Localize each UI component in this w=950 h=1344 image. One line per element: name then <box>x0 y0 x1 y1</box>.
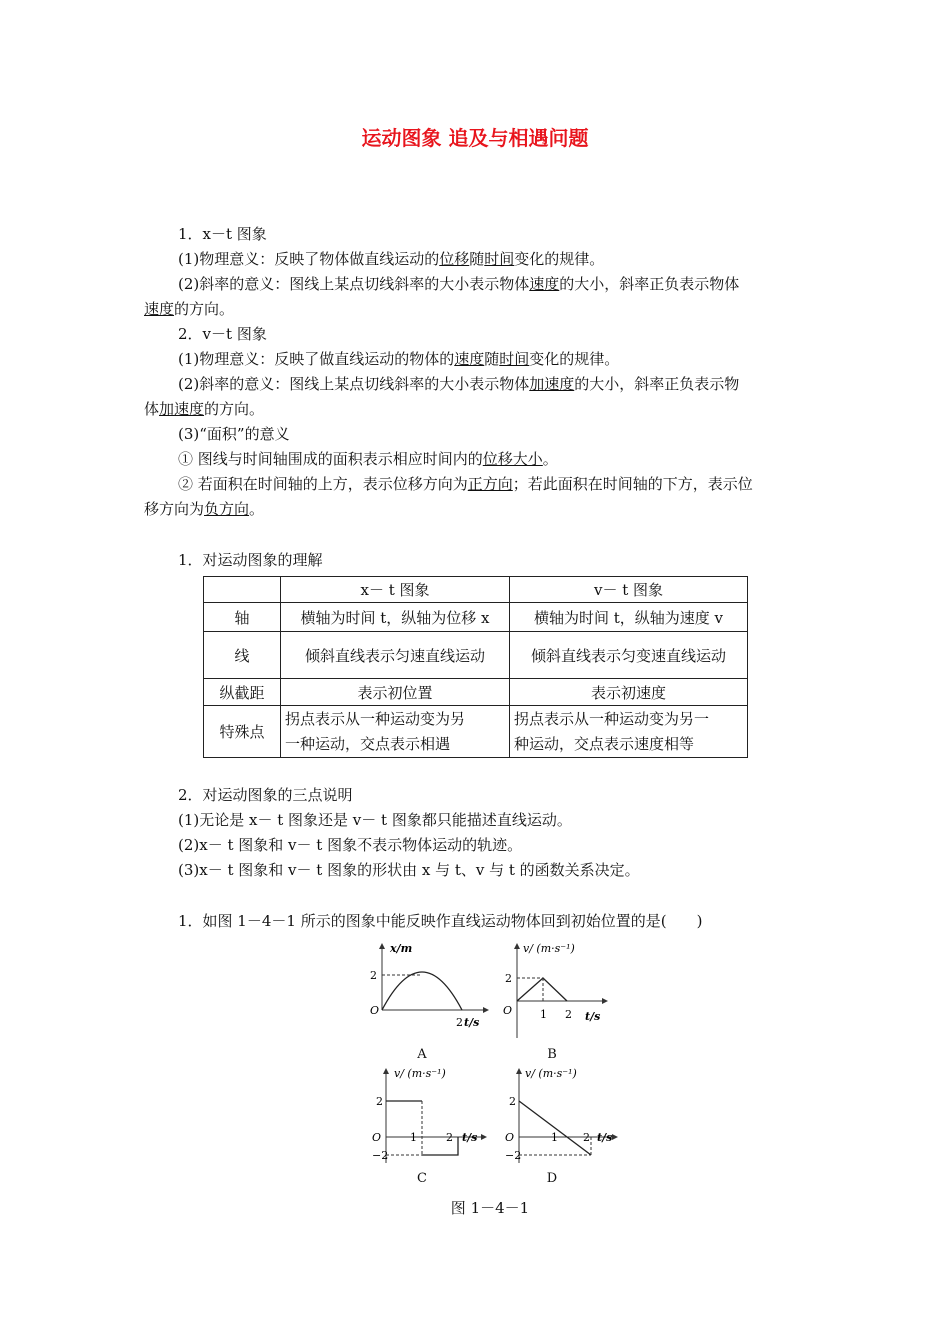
figure-caption: 图 1－4－1 <box>450 1199 530 1217</box>
table-header-cell <box>204 577 281 603</box>
table-cell: 表示初速度 <box>510 679 748 706</box>
graph-a <box>364 938 490 1048</box>
area-item2-line1: ② 若面积在时间轴的上方，表示位移方向为正方向；若此面积在时间轴的下方，表示位 <box>178 475 753 493</box>
y-tick: 2 <box>370 969 377 982</box>
area-item1: ① 图线与时间轴围成的面积表示相应时间内的位移大小。 <box>178 450 558 468</box>
y-tick: −2 <box>372 1149 389 1162</box>
vt-slope-line1: (2)斜率的意义：图线上某点切线斜率的大小表示物体加速度的大小，斜率正负表示物 <box>178 375 740 393</box>
x-axis-label: t/s <box>585 1010 601 1023</box>
graph-a-label: A <box>417 1047 427 1062</box>
vt-slope-line2: 体加速度的方向。 <box>144 400 265 418</box>
table-cell: 纵截距 <box>204 679 281 706</box>
table-row <box>204 679 748 706</box>
x-tick: 1 <box>410 1131 417 1144</box>
origin-label: O <box>370 1004 380 1017</box>
note-2: (2)x－ t 图象和 v－ t 图象不表示物体运动的轨迹。 <box>178 836 523 854</box>
table-cell: 表示初位置 <box>281 679 510 706</box>
table-cell: 倾斜直线表示匀变速直线运动 <box>510 632 748 679</box>
table-cell: 拐点表示从一种运动变为另一 种运动，交点表示速度相等 <box>510 706 748 758</box>
x-tick: 2 <box>446 1131 453 1144</box>
table-cell: 线 <box>204 632 281 679</box>
y-tick: 2 <box>505 972 512 985</box>
comparison-table <box>203 576 748 758</box>
parabola-curve <box>382 972 462 1010</box>
table-header-row <box>204 577 748 603</box>
table-header-cell: x－ t 图象 <box>281 577 510 603</box>
area-heading: (3)“面积”的意义 <box>178 425 290 443</box>
y-tick: 2 <box>376 1095 383 1108</box>
y-axis-label: x/m <box>390 942 413 955</box>
xt-meaning: (1)物理意义：反映了物体做直线运动的位移随时间变化的规律。 <box>178 250 605 268</box>
table-cell: 轴 <box>204 603 281 632</box>
table-cell: 拐点表示从一种运动变为另 一种运动，交点表示相遇 <box>281 706 510 758</box>
table-row <box>204 603 748 632</box>
vt-meaning: (1)物理意义：反映了做直线运动的物体的速度随时间变化的规律。 <box>178 350 620 368</box>
table-row <box>204 706 748 758</box>
origin-label: O <box>372 1131 382 1144</box>
x-tick: 1 <box>551 1131 558 1144</box>
area-item2-line2: 移方向为负方向。 <box>144 500 265 518</box>
x-axis-label: t/s <box>462 1131 478 1144</box>
y-tick: 2 <box>509 1095 516 1108</box>
note-3: (3)x－ t 图象和 v－ t 图象的形状由 x 与 t、v 与 t 的函数关系决定。 <box>178 861 640 879</box>
table-cell: 横轴为时间 t，纵轴为位移 x <box>281 603 510 632</box>
graph-b-label: B <box>547 1047 557 1062</box>
x-axis-label: t/s <box>597 1131 613 1144</box>
origin-label: O <box>503 1004 513 1017</box>
x-tick: 2 <box>583 1131 590 1144</box>
xt-slope-line2: 速度的方向。 <box>144 300 235 318</box>
graph-d <box>497 1063 623 1169</box>
origin-label: O <box>505 1131 515 1144</box>
table-cell: 横轴为时间 t，纵轴为速度 v <box>510 603 748 632</box>
graph-b <box>497 938 609 1048</box>
y-axis-label: v/ (m·s⁻¹) <box>525 1067 577 1080</box>
x-tick: 2 <box>565 1008 572 1021</box>
page-title: 运动图象 追及与相遇问题 <box>361 126 589 150</box>
table-header-cell: v－ t 图象 <box>510 577 748 603</box>
note-1: (1)无论是 x－ t 图象还是 v－ t 图象都只能描述直线运动。 <box>178 811 572 829</box>
velocity-line <box>519 1101 591 1155</box>
xt-slope-line1: (2)斜率的意义：图线上某点切线斜率的大小表示物体速度的大小，斜率正负表示物体 <box>178 275 740 293</box>
heading-three-notes: 2．对运动图象的三点说明 <box>178 786 353 804</box>
velocity-line <box>517 978 567 1001</box>
table-cell: 倾斜直线表示匀速直线运动 <box>281 632 510 679</box>
y-tick: −2 <box>505 1149 522 1162</box>
heading-understanding: 1．对运动图象的理解 <box>178 551 323 569</box>
heading-vt: 2．v－t 图象 <box>178 325 267 343</box>
table-cell: 特殊点 <box>204 706 281 758</box>
graph-c-label: C <box>417 1171 427 1186</box>
graph-d-label: D <box>546 1171 558 1186</box>
y-axis-label: v/ (m·s⁻¹) <box>523 942 575 955</box>
table-row <box>204 632 748 679</box>
x-tick: 2 <box>456 1016 463 1029</box>
graph-c <box>364 1063 490 1169</box>
x-axis-label: t/s <box>464 1016 480 1029</box>
x-tick: 1 <box>540 1008 547 1021</box>
y-axis-label: v/ (m·s⁻¹) <box>394 1067 446 1080</box>
heading-xt: 1．x－t 图象 <box>178 225 267 243</box>
question-text: 1．如图 1－4－1 所示的图象中能反映作直线运动物体回到初始位置的是( ) <box>178 912 703 930</box>
